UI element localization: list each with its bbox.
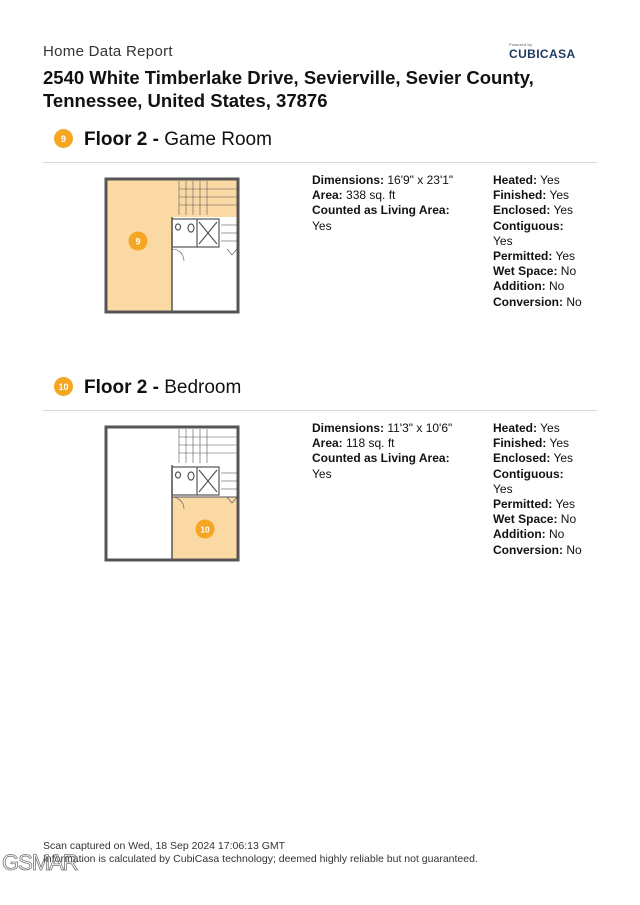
room-title (84, 129, 272, 151)
prop-permitted: Permitted: Yes (493, 497, 576, 512)
scan-captured-text: Scan captured on Wed, 18 Sep 2024 17:06:13 GMT (43, 840, 286, 852)
prop-dimensions: Dimensions: 11'3" x 10'6" (312, 421, 453, 435)
prop-heated: Heated: Yes (493, 421, 560, 435)
prop-permitted: Permitted: Yes (493, 249, 576, 264)
prop-contiguous: Contiguous: (493, 218, 564, 233)
room-properties-left (312, 173, 477, 234)
prop-conversion: Conversion: No (493, 542, 582, 557)
room-properties-left (312, 421, 477, 482)
prop-wet-space: Wet Space: No (493, 512, 577, 527)
prop-living-area-value: Yes (312, 218, 332, 233)
plan-room-badge-number: 10 (200, 524, 210, 535)
report-label: Home Data Report (43, 43, 173, 60)
prop-area: Area: 338 sq. ft (312, 188, 396, 203)
prop-finished: Finished: Yes (493, 188, 570, 203)
prop-living-area: Counted as Living Area: (312, 451, 450, 466)
prop-wet-space: Wet Space: No (493, 264, 577, 279)
room-number-badge: 9 (54, 129, 73, 148)
room-properties-right (493, 421, 593, 558)
prop-area: Area: 118 sq. ft (312, 436, 395, 451)
floor-plan-bedroom (104, 425, 240, 562)
prop-addition: Addition: No (493, 527, 565, 542)
room-floor-label: Floor 2 - (84, 129, 159, 150)
logo-brand-text: CUBICASA (509, 47, 576, 61)
room-name-label: Game Room (164, 129, 272, 150)
prop-contiguous-value: Yes (493, 481, 513, 496)
prop-enclosed: Enclosed: Yes (493, 203, 574, 218)
room-properties-right (493, 173, 593, 310)
floor-plan-game-room (104, 177, 240, 314)
room-name-label: Bedroom (164, 377, 242, 398)
room-title (84, 377, 241, 399)
prop-addition: Addition: No (493, 279, 565, 294)
section-divider (43, 410, 597, 411)
plan-room-badge-number: 9 (135, 236, 141, 247)
cubicasa-logo (509, 42, 585, 62)
prop-dimensions: Dimensions: 16'9" x 23'1" (312, 173, 454, 187)
property-address: 2540 White Timberlake Drive, Sevierville, Sevier County, Tennessee, United States, 37876 (43, 67, 534, 111)
room-number-badge: 10 (54, 377, 73, 396)
prop-living-area-value: Yes (312, 466, 332, 481)
gsmar-watermark: GSMAR (2, 850, 78, 875)
disclaimer-text: Information is calculated by CubiCasa technology; deemed highly reliable but not guaranteed. (43, 853, 478, 865)
prop-contiguous-value: Yes (493, 233, 513, 248)
section-divider (43, 162, 597, 163)
prop-conversion: Conversion: No (493, 294, 582, 309)
logo-powered-text: Powered by (509, 42, 533, 47)
prop-enclosed: Enclosed: Yes (493, 451, 574, 466)
prop-contiguous: Contiguous: (493, 466, 564, 481)
prop-finished: Finished: Yes (493, 436, 570, 451)
room-floor-label: Floor 2 - (84, 377, 159, 398)
prop-heated: Heated: Yes (493, 173, 560, 187)
prop-living-area: Counted as Living Area: (312, 203, 450, 218)
